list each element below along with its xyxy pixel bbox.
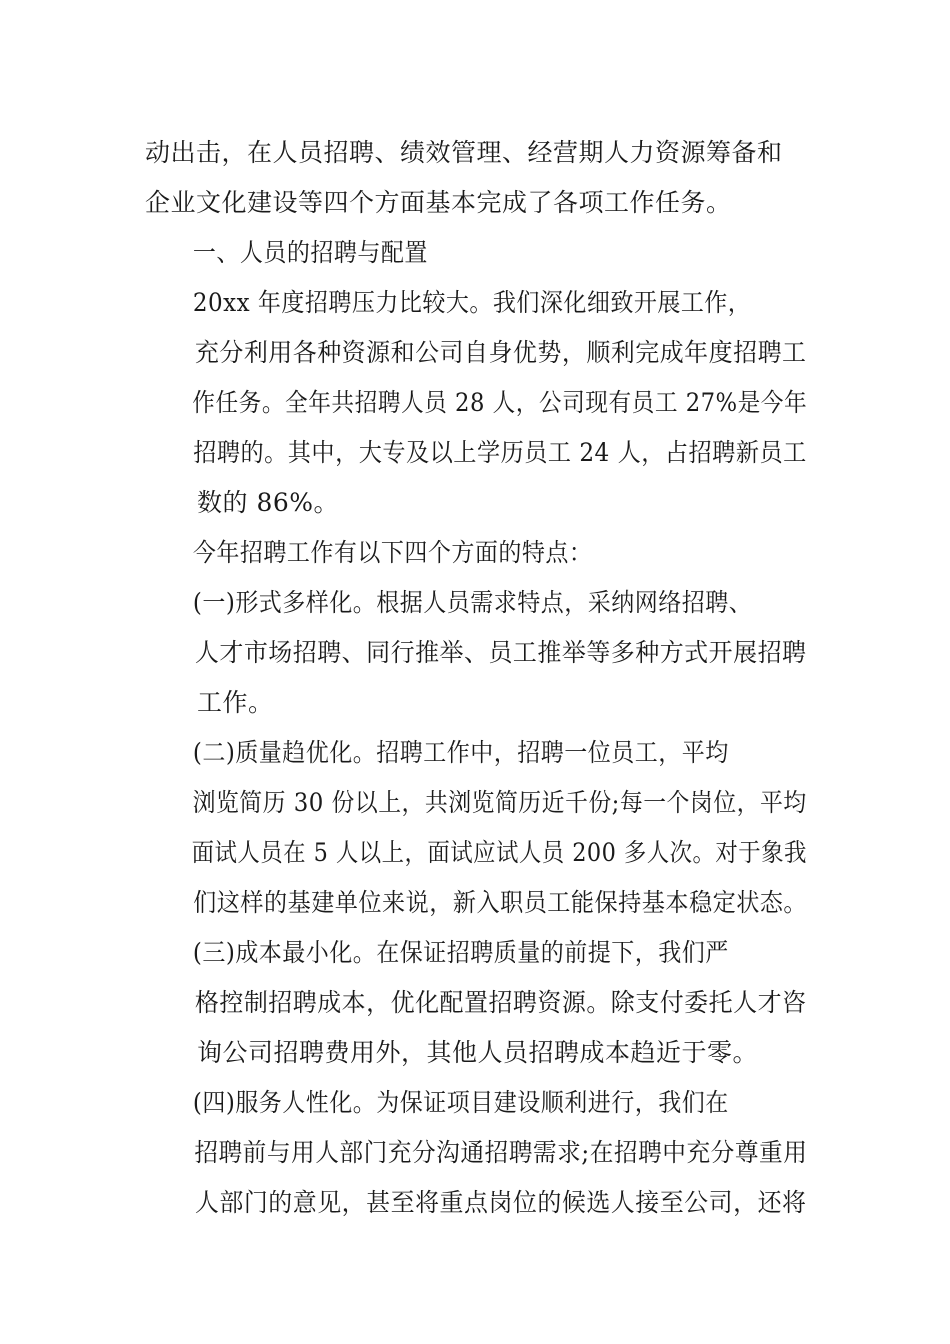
text-line: 动出击，在人员招聘、绩效管理、经营期人力资源筹备和 bbox=[145, 138, 783, 167]
paragraph bbox=[145, 278, 807, 528]
text-line: 企业文化建设等四个方面基本完成了各项工作任务。 bbox=[145, 188, 732, 217]
text-line: 20xx 年度招聘压力比较大。我们深化细致开展工作， bbox=[192, 288, 752, 317]
document-body bbox=[145, 128, 807, 1228]
text-line: (一)形式多样化。根据人员需求特点，采纳网络招聘、 bbox=[192, 588, 753, 617]
paragraph bbox=[145, 578, 807, 728]
text-line: (四)服务人性化。为保证项目建设顺利进行，我们在 bbox=[192, 1088, 729, 1117]
paragraph bbox=[145, 528, 807, 578]
paragraph bbox=[145, 1078, 807, 1228]
text-line: 人部门的意见，甚至将重点岗位的候选人接至公司，还将 bbox=[194, 1188, 807, 1217]
paragraph bbox=[145, 228, 807, 278]
text-line: 今年招聘工作有以下四个方面的特点： bbox=[192, 538, 593, 567]
paragraph bbox=[145, 128, 807, 228]
text-line: 们这样的基建单位来说，新入职员工能保持基本稳定状态。 bbox=[193, 888, 808, 917]
text-line: 招聘的。其中，大专及以上学历员工 24 人，占招聘新员工 bbox=[193, 438, 807, 467]
text-line: 面试人员在 5 人以上，面试应试人员 200 多人次。对于象我 bbox=[191, 838, 807, 867]
text-line: 人才市场招聘、同行推举、员工推举等多种方式开展招聘 bbox=[194, 638, 807, 667]
text-line: 询公司招聘费用外，其他人员招聘成本趋近于零。 bbox=[197, 1038, 759, 1067]
text-line: 工作。 bbox=[197, 688, 274, 717]
paragraph bbox=[145, 928, 807, 1078]
text-line: 一、人员的招聘与配置 bbox=[192, 238, 428, 267]
text-line: 数的 86%。 bbox=[197, 488, 340, 517]
paragraph bbox=[145, 728, 807, 928]
text-line: 作任务。全年共招聘人员 28 人，公司现有员工 27%是今年 bbox=[192, 388, 808, 417]
text-line: 浏览简历 30 份以上，共浏览简历近千份;每一个岗位，平均 bbox=[192, 788, 807, 817]
text-line: (二)质量趋优化。招聘工作中，招聘一位员工，平均 bbox=[192, 738, 729, 767]
text-line: 招聘前与用人部门充分沟通招聘需求;在招聘中充分尊重用 bbox=[194, 1138, 808, 1167]
text-line: (三)成本最小化。在保证招聘质量的前提下，我们严 bbox=[192, 938, 729, 967]
text-line: 格控制招聘成本，优化配置招聘资源。除支付委托人才咨 bbox=[194, 988, 807, 1017]
text-line: 充分利用各种资源和公司自身优势，顺利完成年度招聘工 bbox=[194, 338, 807, 367]
